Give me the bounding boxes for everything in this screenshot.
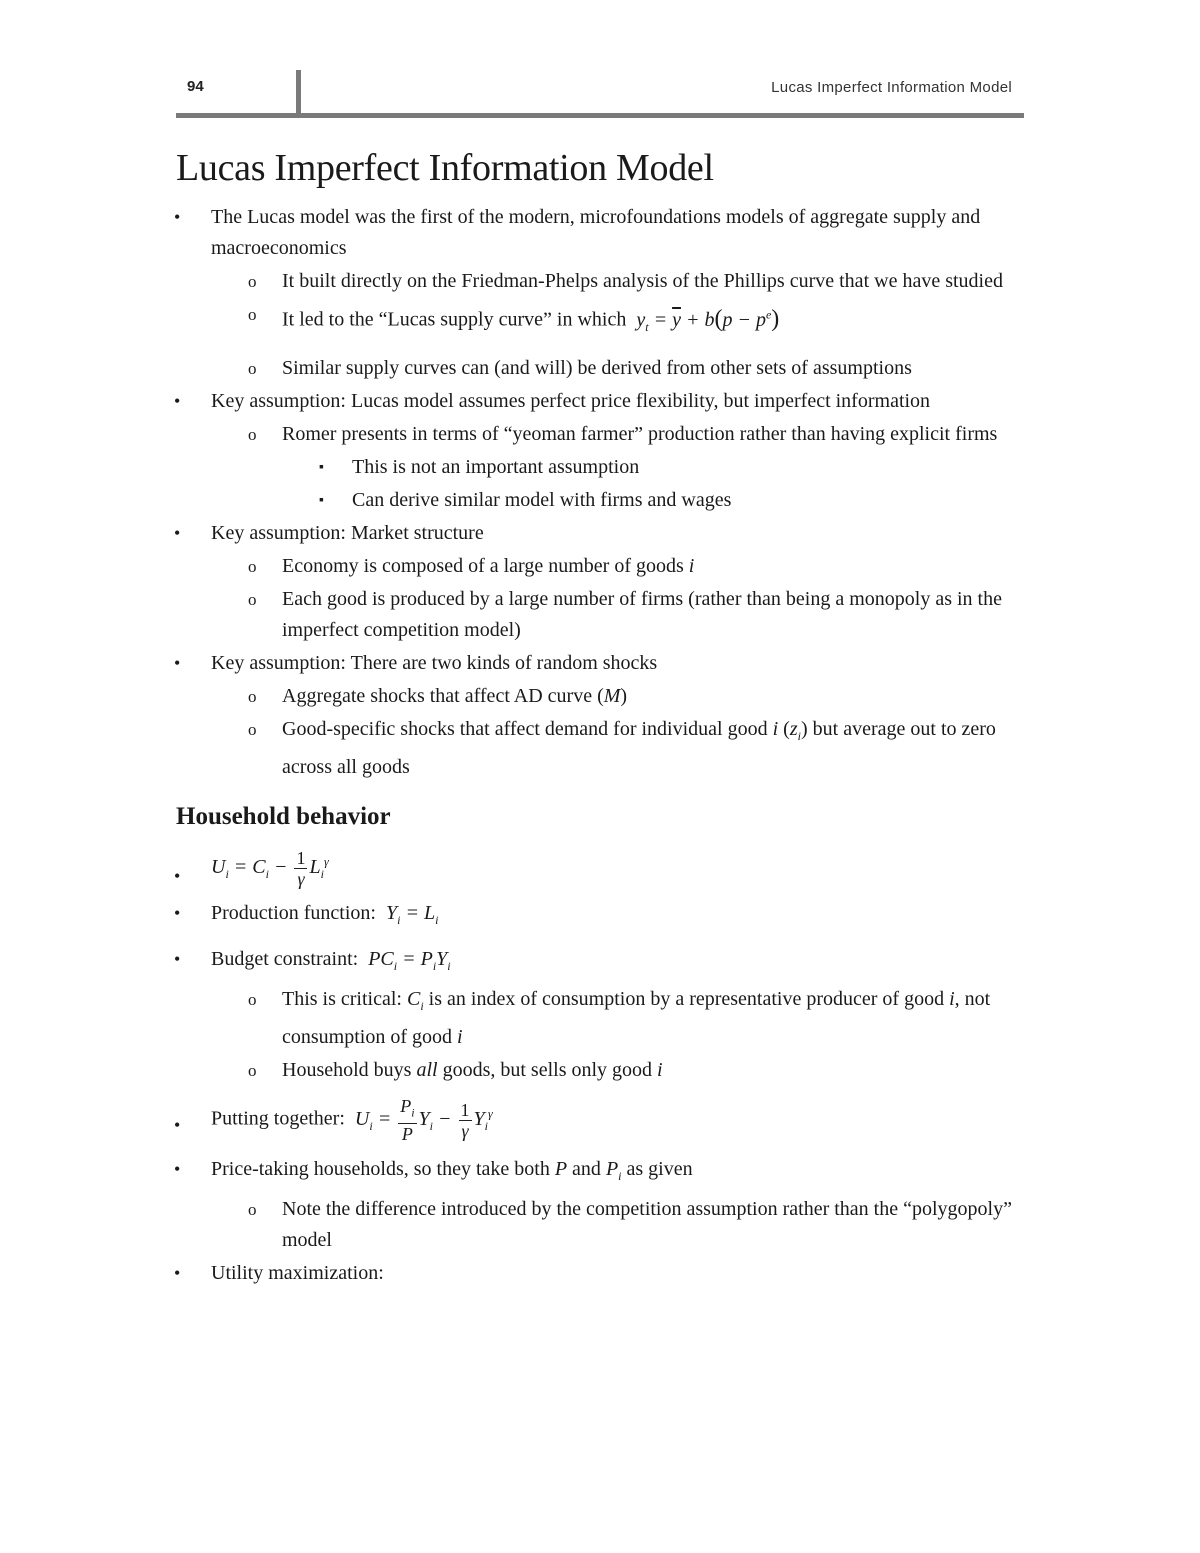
bullet-marker: o [248, 686, 257, 706]
list-item [176, 386, 1026, 417]
math-symbol: P [554, 1157, 568, 1180]
item-text: It led to the “Lucas supply curve” in which [282, 308, 627, 331]
item-text: Budget constraint: [211, 948, 359, 971]
header-divider [296, 70, 301, 114]
bullet-marker: • [174, 390, 181, 411]
math-symbol: i [657, 1059, 663, 1082]
item-text: Aggregate shocks that affect AD curve ( [282, 684, 604, 707]
list-item [176, 266, 1026, 297]
item-text: but average out to zero across all goods [282, 717, 996, 778]
item-text: Putting together: [211, 1107, 345, 1130]
list-item [176, 681, 1026, 712]
item-text: This is not an important assumption [352, 455, 640, 478]
list-item [176, 202, 1026, 264]
list-item: o Good-specific shocks that affect demand for individual good i $(z_i)$ but average out to zero across all goods [176, 714, 1026, 783]
list-item [176, 1096, 1026, 1144]
bullet-marker: o [248, 556, 257, 576]
item-text: It built directly on the Friedman-Phelps analysis of the Phillips curve that we have studied [282, 270, 1003, 292]
list-item [176, 898, 1026, 936]
budget-equation: $PC_i = P_iY_i$ [368, 948, 451, 974]
production-equation: $Y_i = L_i$ [385, 902, 439, 928]
list-item [176, 551, 1026, 582]
bullet-marker: ▪ [319, 492, 324, 508]
item-text: Note the difference introduced by the competition assumption rather than the “polygopoly” model [282, 1197, 1012, 1251]
item-text: Price-taking households, so they take both [211, 1157, 550, 1180]
bullet-marker: ▪ [319, 459, 324, 475]
list-item [176, 944, 1026, 982]
item-text: , not consumption of good [282, 988, 991, 1049]
item-text: goods, but sells only good [442, 1059, 653, 1082]
item-text: as given [626, 1157, 693, 1180]
list-item [176, 1258, 1026, 1289]
bullet-marker: o [248, 305, 257, 324]
item-text: ) [620, 684, 628, 707]
header-rule [176, 113, 1024, 118]
page-body [176, 146, 1026, 1291]
item-text: Key assumption: There are two kinds of random shocks [211, 651, 658, 674]
section-heading: Household behavior [176, 802, 391, 830]
item-text: is an index of consumption by a representative producer of good [428, 988, 945, 1011]
item-text: Utility maximization: [211, 1261, 384, 1284]
bullet-marker: o [248, 589, 257, 609]
list-item [176, 847, 1026, 891]
utility-equation: $U_i = C_i$ − $\frac{1}{\gamma}$ $L_i^\gamma$ [211, 848, 329, 890]
bullet-marker: o [248, 358, 257, 378]
math-symbol: C [406, 988, 421, 1011]
bullet-marker: • [174, 903, 181, 924]
bullet-marker: • [174, 1158, 181, 1179]
bullet-marker: • [174, 865, 181, 886]
bullet-marker: o [248, 990, 257, 1010]
item-text: Production function: [211, 902, 376, 925]
item-text: Good-specific shocks that affect demand for individual good [282, 717, 768, 740]
list-item [176, 419, 1026, 450]
item-text: Household buys [282, 1059, 412, 1082]
lucas-supply-equation: $y_t = \overline{y} + b(p - p^e)$ [631, 305, 780, 334]
bullet-marker: o [248, 272, 257, 291]
page-number: 94 [187, 78, 204, 95]
list-item [176, 1194, 1026, 1256]
bullet-marker: o [248, 719, 257, 739]
item-text: Key assumption: Market structure [211, 521, 484, 544]
math-symbol: P [605, 1157, 619, 1180]
bullet-marker: • [174, 1262, 181, 1283]
item-text: Economy is composed of a large number of goods [282, 554, 684, 577]
bullet-marker: • [174, 207, 181, 227]
list-item: o This is critical: $C_i$ is an index of consumption by a representative producer of good i, not consumption of good i [176, 984, 1026, 1053]
bullet-marker: o [248, 424, 257, 444]
bullet-marker: o [248, 1061, 257, 1081]
item-text: Key assumption: Lucas model assumes perfect price flexibility, but imperfect information [211, 389, 931, 412]
bullet-marker: • [174, 522, 181, 543]
list-item [176, 353, 1026, 384]
list-item [176, 584, 1026, 646]
math-symbol: i [949, 988, 955, 1011]
item-text: Each good is produced by a large number of firms (rather than being a monopoly as in the imperfect competition model) [282, 587, 1002, 641]
math-symbol: i [457, 1026, 463, 1049]
emphasis-text: all [416, 1059, 438, 1082]
item-text: Can derive similar model with firms and wages [352, 488, 732, 511]
list-item: • Price-taking households, so they take both P and $P_i$ as given [176, 1154, 1026, 1192]
item-text: The Lucas model was the first of the modern, microfoundations models of aggregate supply and macroeconomics [211, 206, 981, 259]
item-text: This is critical: [282, 988, 402, 1011]
list-item [176, 648, 1026, 679]
page-title: Lucas Imperfect Information Model [176, 147, 714, 189]
list-item [176, 518, 1026, 549]
math-symbol: z [789, 717, 798, 740]
bullet-marker: • [174, 949, 181, 970]
bullet-marker: • [174, 652, 181, 673]
item-text: Romer presents in terms of “yeoman farmer” production rather than having explicit firms [282, 422, 998, 445]
list-item [176, 299, 1026, 343]
math-symbol: i [772, 717, 779, 740]
bullet-marker: • [174, 1115, 181, 1136]
bullet-marker: o [248, 1199, 257, 1219]
list-item [176, 485, 1026, 516]
running-title: Lucas Imperfect Information Model [771, 79, 1012, 96]
math-symbol: i [688, 554, 695, 577]
combined-utility-equation: $U_i$ = $\frac{P_i}{P}$ $Y_i$ − $\frac{1}{\gamma}$ $Y_i^\gamma$ [354, 1096, 493, 1144]
item-text: Similar supply curves can (and will) be derived from other sets of assumptions [282, 356, 912, 379]
list-item [176, 1055, 1026, 1086]
item-text: and [572, 1157, 601, 1180]
list-item [176, 452, 1026, 483]
math-symbol: M [603, 684, 621, 707]
